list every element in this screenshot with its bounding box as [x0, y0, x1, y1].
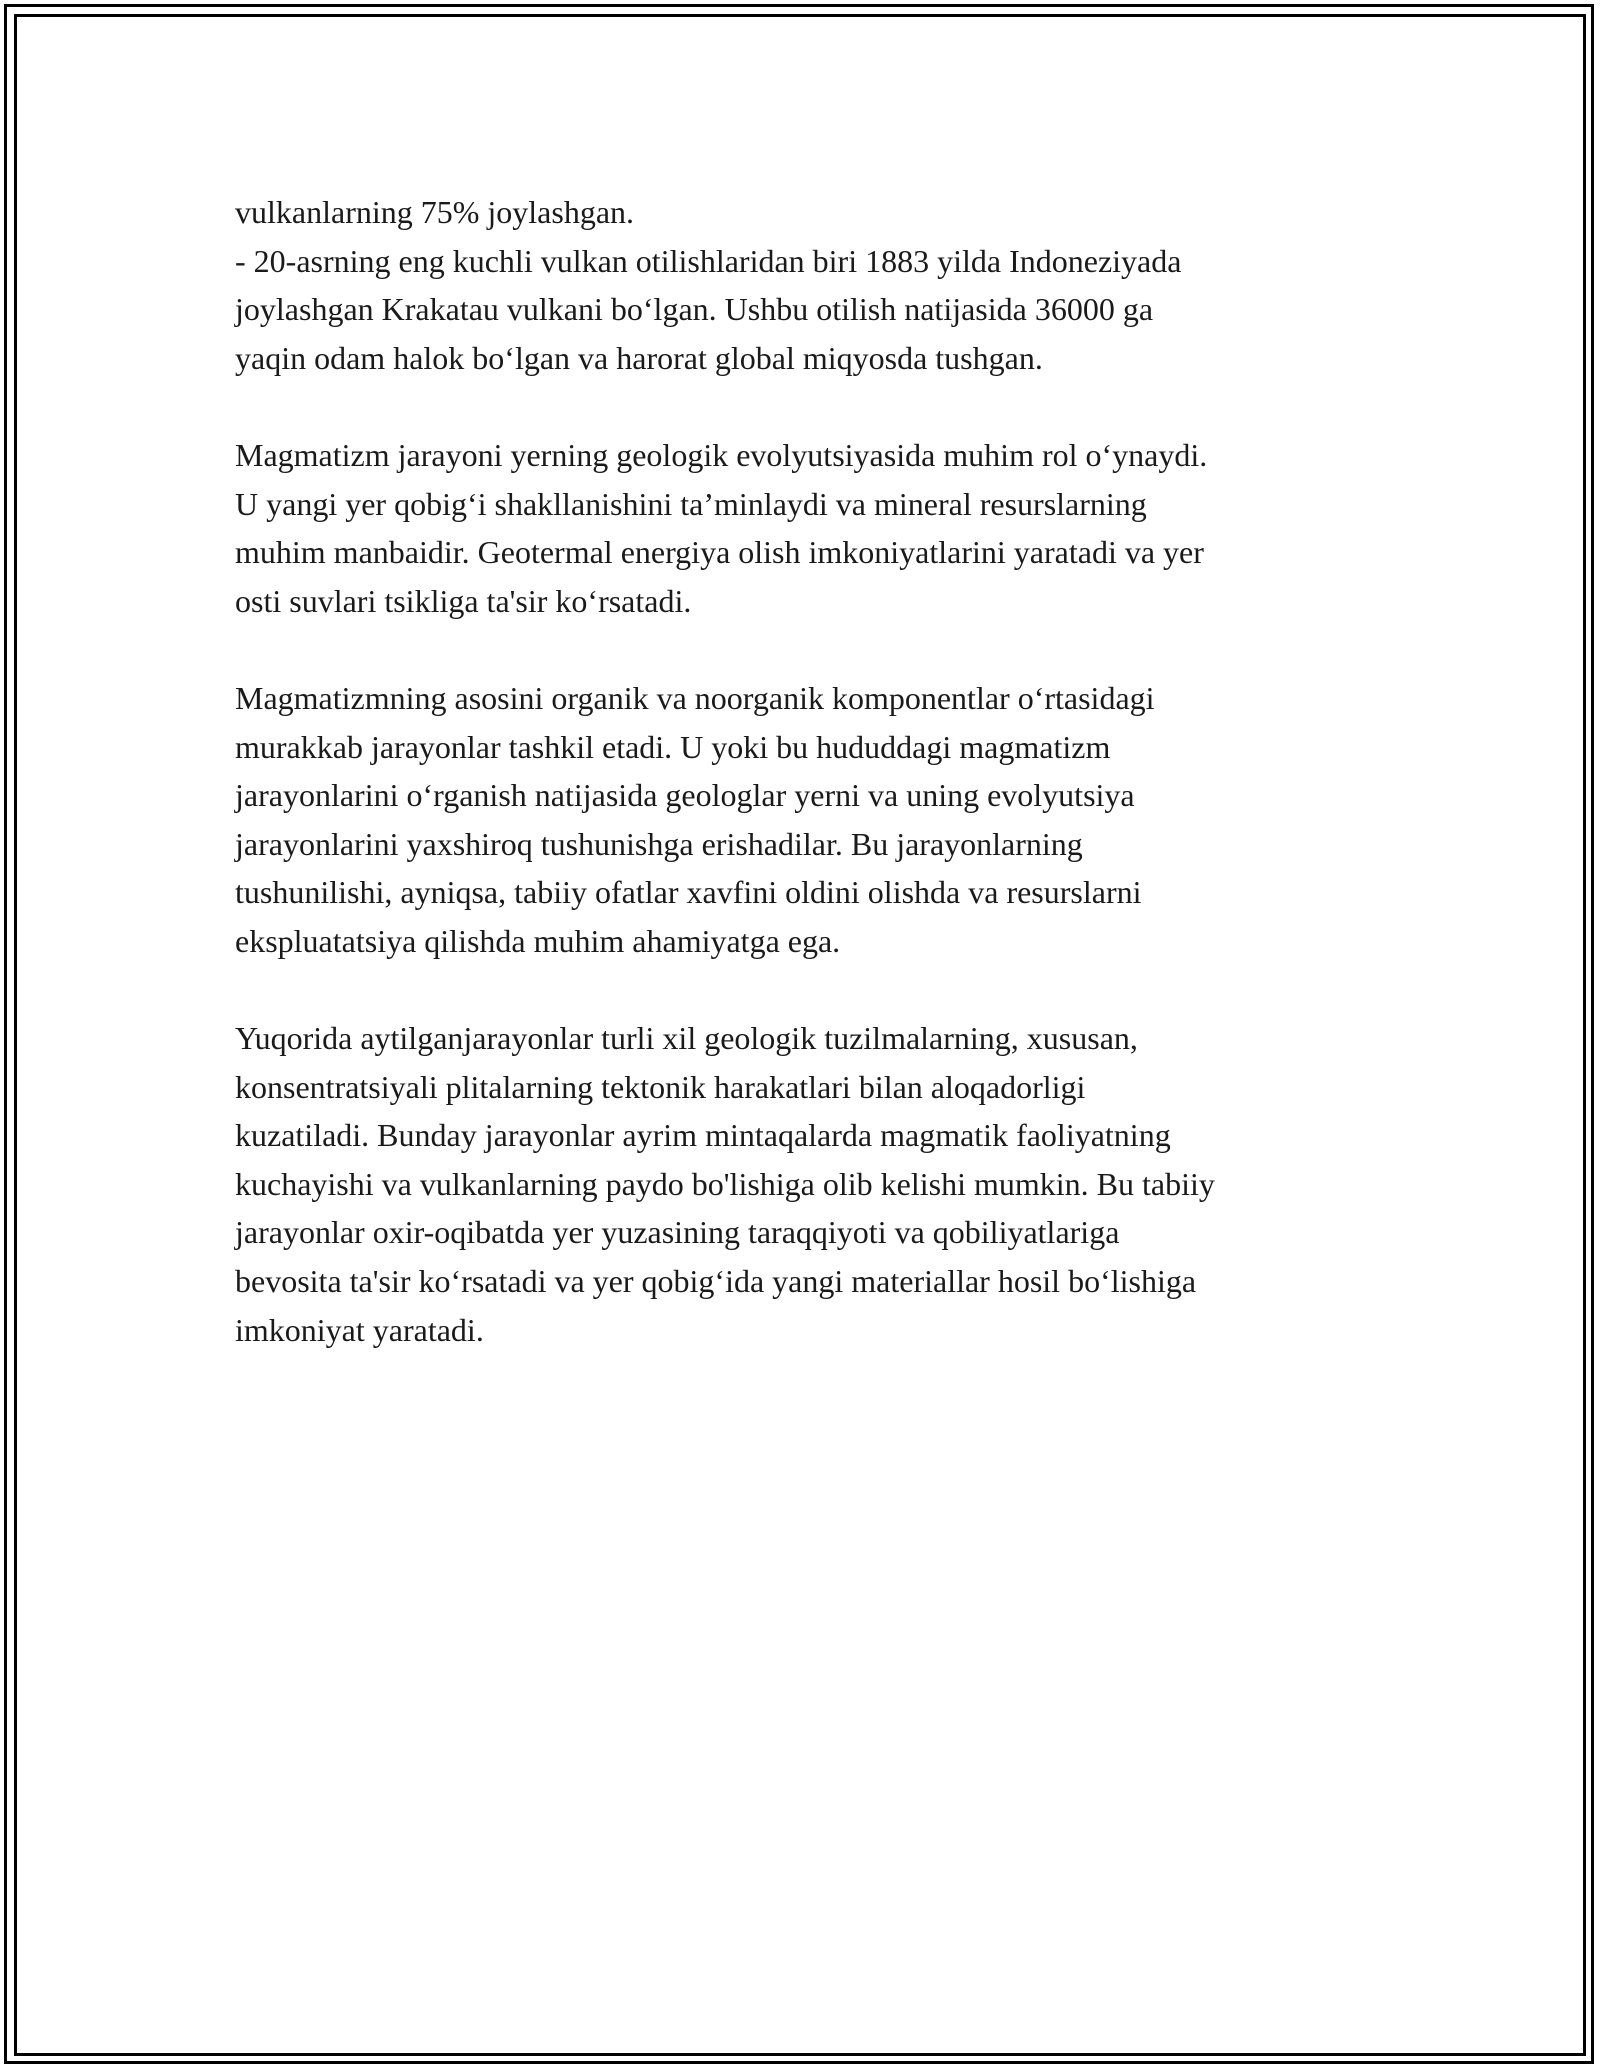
- text-line: imkoniyat yaratadi.: [235, 1311, 484, 1348]
- text-line: yaqin odam halok bo‘lgan va harorat global miqyosda tushgan.: [235, 339, 1043, 376]
- text-line: Magmatizmning asosini organik va noorganik komponentlar o‘rtasidagi: [235, 679, 1155, 716]
- text-line: kuchayishi va vulkanlarning paydo bo'lishiga olib kelishi mumkin. Bu tabiiy: [235, 1165, 1215, 1202]
- paragraph-tectonics: [235, 1014, 1375, 1354]
- text-line: vulkanlarning 75% joylashgan.: [235, 194, 635, 230]
- text-line: osti suvlari tsikliga ta'sir ko‘rsatadi.: [235, 582, 692, 619]
- text-line: kuzatiladi. Bunday jarayonlar ayrim mintaqalarda magmatik faoliyatning: [235, 1117, 1171, 1154]
- text-line: Magmatizm jarayoni yerning geologik evolyutsiyasida muhim rol o‘ynaydi.: [235, 436, 1208, 473]
- text-line: jarayonlar oxir-oqibatda yer yuzasining taraqqiyoti va qobiliyatlariga: [235, 1214, 1120, 1251]
- text-line: joylashgan Krakatau vulkani bo‘lgan. Ushbu otilish natijasida 36000 ga: [235, 291, 1154, 328]
- text-line: murakkab jarayonlar tashkil etadi. U yoki bu hududdagi magmatizm: [235, 728, 1111, 765]
- document-body: [235, 188, 1375, 1354]
- text-line: bevosita ta'sir ko‘rsatadi va yer qobig‘ida yangi materiallar hosil bo‘lishiga: [235, 1263, 1197, 1300]
- text-line: konsentratsiyali plitalarning tektonik harakatlari bilan aloqadorligi: [235, 1068, 1086, 1105]
- text-line: U yangi yer qobig‘i shakllanishini ta’minlaydi va mineral resurslarning: [235, 485, 1147, 522]
- paragraph-spacer: [235, 966, 1375, 1015]
- paragraph-spacer: [235, 625, 1375, 674]
- text-line: tushunilishi, ayniqsa, tabiiy ofatlar xavfini oldini olishda va resurslarni: [235, 874, 1142, 911]
- text-line: jarayonlarini yaxshiroq tushunishga erishadilar. Bu jarayonlarning: [235, 825, 1083, 862]
- text-line: - 20-asrning eng kuchli vulkan otilishlaridan biri 1883 yilda Indoneziyada: [235, 242, 1182, 279]
- text-line: ekspluatatsiya qilishda muhim ahamiyatga ega.: [235, 922, 841, 959]
- paragraph-magmatism-basis: [235, 674, 1375, 966]
- text-line: jarayonlarini o‘rganish natijasida geologlar yerni va uning evolyutsiya: [235, 777, 1135, 814]
- text-line: muhim manbaidir. Geotermal energiya olish imkoniyatlarini yaratadi va yer: [235, 534, 1204, 571]
- paragraph-volcano-facts: [235, 188, 1375, 382]
- paragraph-magmatism-role: [235, 431, 1375, 625]
- paragraph-spacer: [235, 382, 1375, 431]
- text-line: Yuqorida aytilganjarayonlar turli xil geologik tuzilmalarning, xususan,: [235, 1020, 1138, 1057]
